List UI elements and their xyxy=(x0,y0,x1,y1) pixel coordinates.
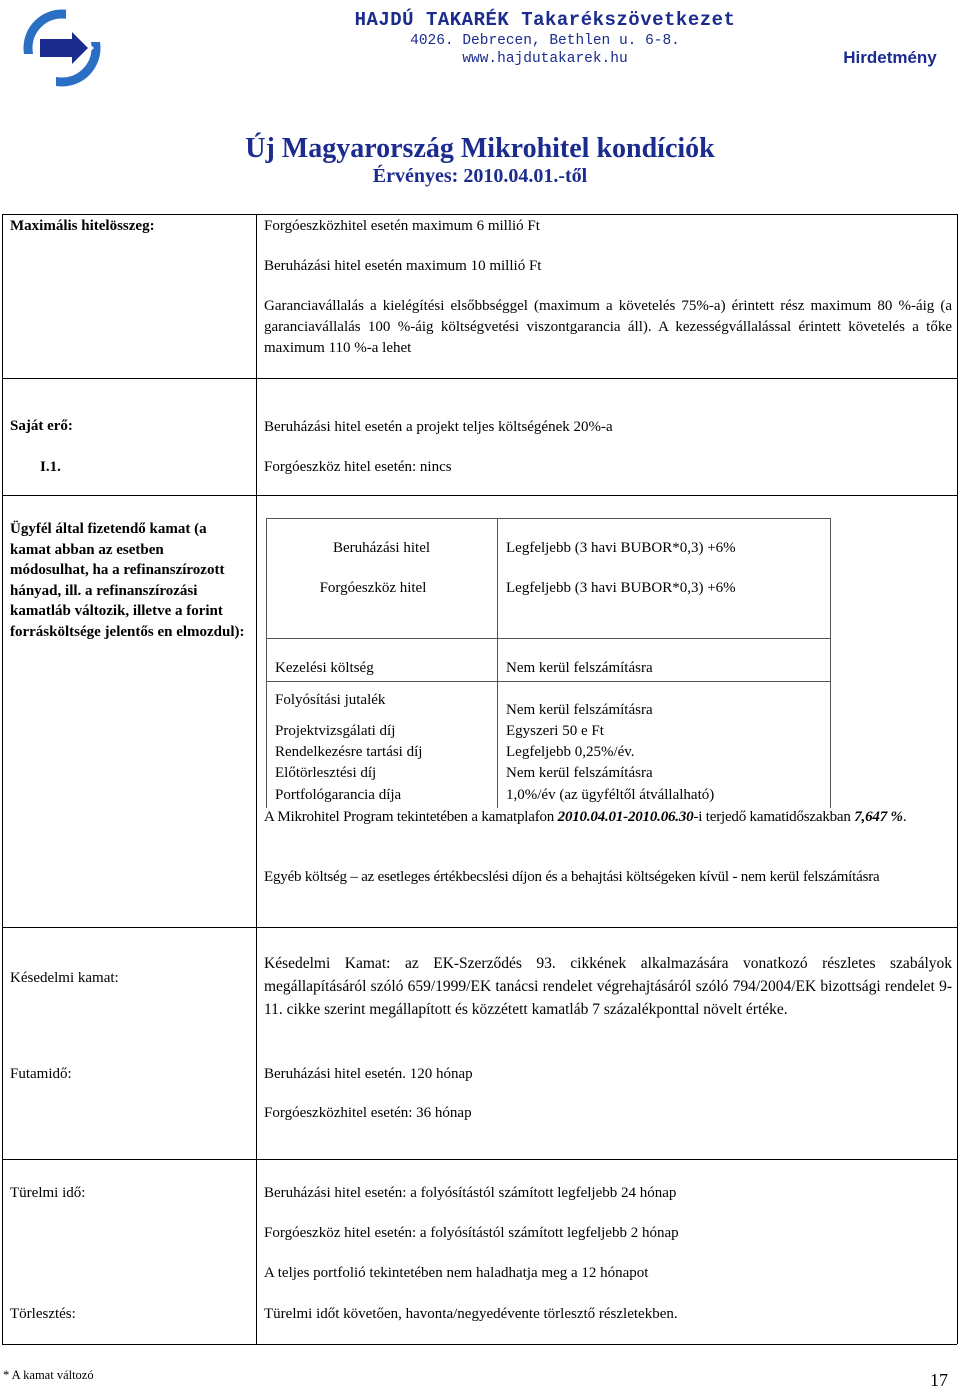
inner-table-border xyxy=(266,518,267,808)
fee-name: Kezelési költség xyxy=(275,660,374,676)
table-border xyxy=(957,214,958,1344)
max-loan-label: Maximális hitelösszeg: xyxy=(10,218,155,234)
fee-value: Legfeljebb 0,25%/év. xyxy=(506,744,635,760)
arrow-circle-logo-icon xyxy=(22,8,102,88)
fee-value: 1,0%/év (az ügyféltől átvállalható) xyxy=(506,787,715,803)
inner-table-border xyxy=(830,518,831,808)
fee-value: Nem kerül felszámításra xyxy=(506,765,653,781)
bank-address: 4026. Debrecen, Bethlen u. 6-8. xyxy=(410,33,680,49)
bank-website: www.hajdutakarek.hu xyxy=(462,51,628,67)
grace-period-label: Türelmi idő: xyxy=(10,1185,86,1201)
table-border xyxy=(2,927,957,928)
max-loan-line3: Garanciavállalás a kielégítési elsőbbséggel (maximum a követelés 75%-a) érintett rész maximum 80 %-áig (a garanciavállalás 100 %-áig költségvetési viszontgarancia áll). A kezességvállalással érintett követelés a tőke maximum 110 %-a lehet xyxy=(264,298,952,356)
other-costs-text: Egyéb költség – az esetleges értékbecslési díjon és a behajtási költségeken kívül - nem kerül felszámításra xyxy=(264,869,880,885)
term-label: Futamidő: xyxy=(10,1066,72,1082)
term-line1: Beruházási hitel esetén. 120 hónap xyxy=(264,1066,473,1082)
late-interest-label: Késedelmi kamat: xyxy=(10,970,119,986)
table-border xyxy=(2,1159,957,1160)
grace-line1: Beruházási hitel esetén: a folyósítástól számított legfeljebb 24 hónap xyxy=(264,1185,677,1201)
own-funds-sublabel: I.1. xyxy=(40,459,61,475)
table-border xyxy=(2,214,3,1344)
fee-value: Nem kerül felszámításra xyxy=(506,660,653,676)
rate-cap-value: 7,647 % xyxy=(854,809,903,825)
fee-value: Nem kerül felszámításra xyxy=(506,702,653,718)
bank-name: HAJDÚ TAKARÉK Takarékszövetkezet xyxy=(354,9,736,31)
fee-name: Portfológarancia díja xyxy=(275,787,402,803)
repayment-label: Törlesztés: xyxy=(10,1306,76,1322)
page-number: 17 xyxy=(930,1370,948,1390)
interest-label: Ügyfél által fizetendő kamat (a kamat abban az esetben módosulhat, ha a refinanszírozott hányad, ill. a refinanszírozási kamatláb változik, illetve a forint forrásköltsége jelentős en elmozdul): xyxy=(10,521,245,640)
rate-row-name: Forgóeszköz hitel xyxy=(319,580,427,596)
inner-table-border xyxy=(497,518,498,808)
validity-subtitle: Érvényes: 2010.04.01.-től xyxy=(372,165,588,187)
inner-table-border xyxy=(266,681,831,682)
max-loan-line1: Forgóeszközhitel esetén maximum 6 millió Ft xyxy=(264,218,540,234)
max-loan-line2: Beruházási hitel esetén maximum 10 millió Ft xyxy=(264,258,542,274)
repayment-text: Türelmi időt követően, havonta/negyedévente törlesztő részletekben. xyxy=(264,1306,678,1322)
rate-cap-period: 2010.04.01-2010.06.30 xyxy=(557,809,694,825)
grace-line3: A teljes portfolió tekintetében nem haladhatja meg a 12 hónapot xyxy=(264,1265,649,1281)
rate-row-value: Legfeljebb (3 havi BUBOR*0,3) +6% xyxy=(506,580,736,596)
rate-cap-text: A Mikrohitel Program tekintetében a kamatplafon 2010.04.01-2010.06.30-i terjedő kamatidőszakban 7,647 %. xyxy=(264,809,907,825)
own-funds-line1: Beruházási hitel esetén a projekt teljes költségének 20%-a xyxy=(264,419,613,435)
fee-name: Projektvizsgálati díj xyxy=(275,723,396,739)
table-border xyxy=(2,214,957,215)
fee-name: Folyósítási jutalék xyxy=(275,692,386,708)
own-funds-line2: Forgóeszköz hitel esetén: nincs xyxy=(264,459,452,475)
table-border xyxy=(2,1344,957,1345)
rate-row-name: Beruházási hitel xyxy=(332,540,431,556)
table-border xyxy=(2,495,957,496)
footnote: * A kamat változó xyxy=(3,1368,94,1382)
own-funds-label: Saját erő: xyxy=(10,418,73,434)
rate-row-value: Legfeljebb (3 havi BUBOR*0,3) +6% xyxy=(506,540,736,556)
document-type: Hirdetmény xyxy=(843,48,937,67)
table-border xyxy=(2,378,957,379)
term-line2: Forgóeszközhitel esetén: 36 hónap xyxy=(264,1105,472,1121)
grace-line2: Forgóeszköz hitel esetén: a folyósítástól számított legfeljebb 2 hónap xyxy=(264,1225,679,1241)
page-title: Új Magyarország Mikrohitel kondíciók xyxy=(245,133,715,164)
fee-name: Előtörlesztési díj xyxy=(275,765,377,781)
table-border xyxy=(256,214,257,1344)
inner-table-border xyxy=(266,518,831,519)
inner-table-border xyxy=(266,638,831,639)
fee-value: Egyszeri 50 e Ft xyxy=(506,723,604,739)
late-interest-text: Késedelmi Kamat: az EK-Szerződés 93. cikkének alkalmazására vonatkozó részletes szabályok megállapításáról szóló 659/1999/EK tanácsi rendelet végrehajtásáról szóló 794/2004/EK bizottsági rendelet 9-11. cikke szerint megállapított és közzétett kamatláb 7 százalékponttal növelt értéke. xyxy=(264,955,952,1018)
fee-name: Rendelkezésre tartási díj xyxy=(275,744,423,760)
